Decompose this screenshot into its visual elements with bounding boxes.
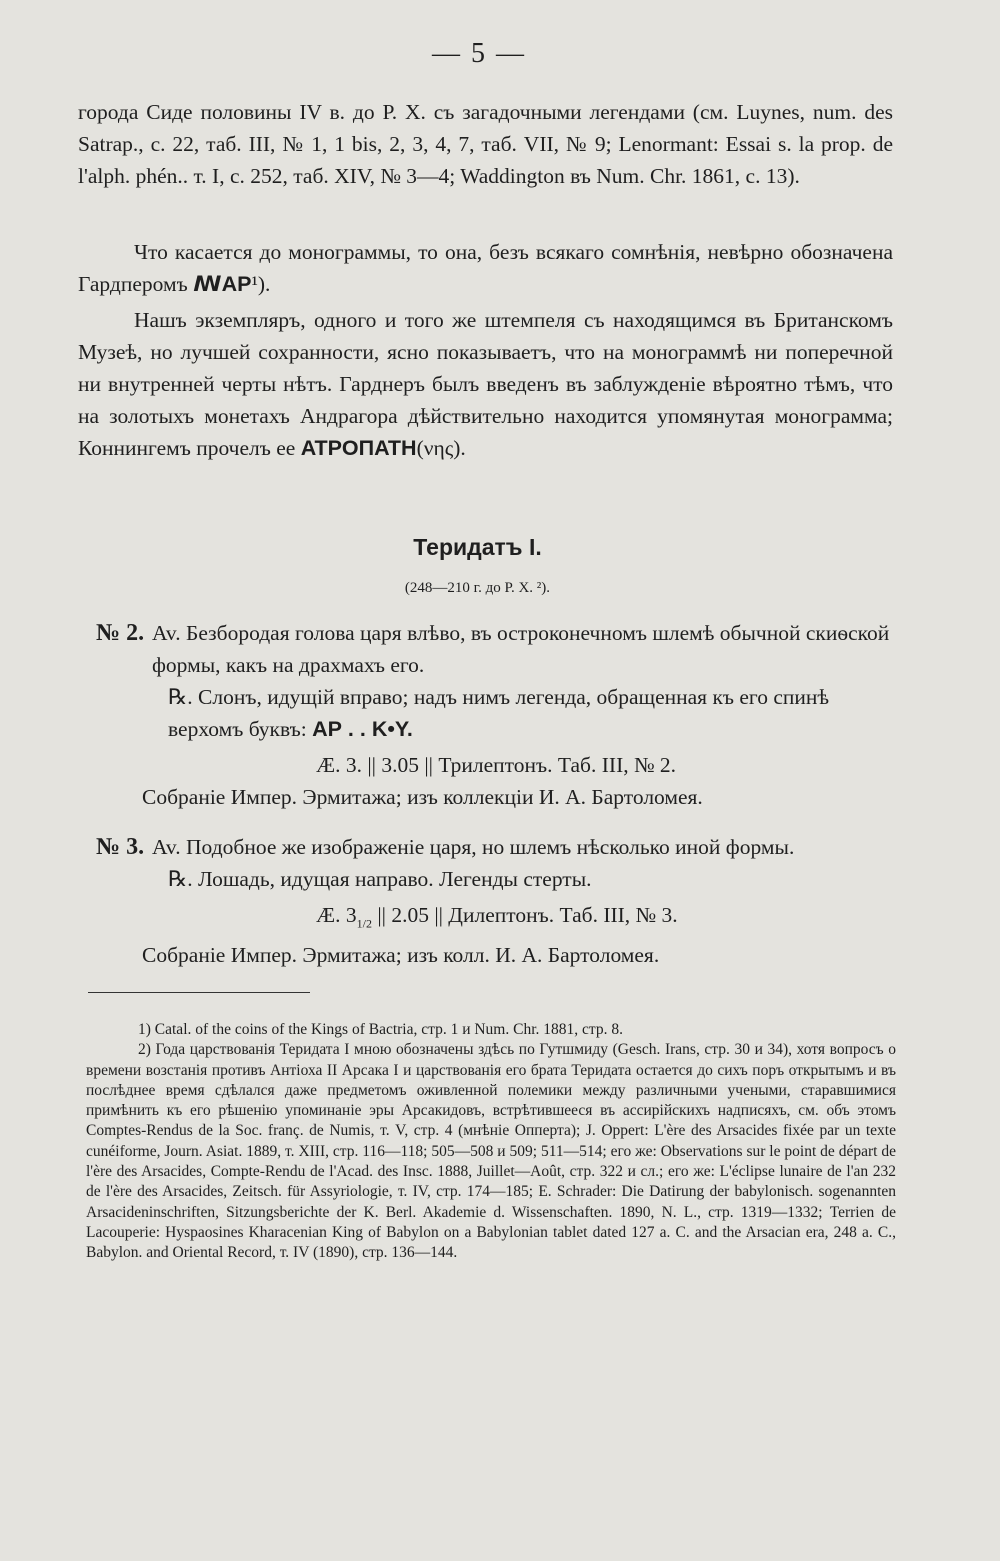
paragraph-3 bbox=[78, 304, 893, 464]
catalog-entry-2 bbox=[96, 617, 896, 813]
footnote-rule bbox=[88, 992, 310, 993]
section-heading: Теридатъ I. bbox=[413, 534, 542, 560]
entry-3-meta-b: || 2.05 || Дилептонъ. Таб. III, № 3. bbox=[371, 903, 678, 927]
entry-3-reverse: ℞. Лошадь, идущая направо. Легенды стерты. bbox=[168, 867, 592, 891]
entry-3-fraction: 1/2 bbox=[356, 916, 372, 931]
monogram: ꟿΑΡ bbox=[193, 272, 252, 296]
paragraph-1: города Сиде половины IV в. до Р. Х. съ загадочными легендами (см. Luynes, num. des Satrap., с. 22, таб. III, № 1, 1 bis, 2, 3, 4, 7, таб. VII, № 9; Lenormant: Essai s. la prop. de l'alph. phén.. т. I, с. 252, таб. XIV, № 3—4; Waddington въ Num. Chr. 1861, с. 13). bbox=[78, 100, 893, 188]
entry-2-obverse bbox=[96, 617, 896, 681]
paragraph-2-text: Что касается до монограммы, то она, безъ всякаго сомнѣнія, невѣрно обозначена Гардперомъ bbox=[78, 240, 893, 296]
entry-2-legend: ΑΡ . . Κ•Υ. bbox=[312, 717, 413, 741]
entry-3-obverse bbox=[96, 831, 896, 863]
section-dates: (248—210 г. до Р. Х. ²). bbox=[404, 580, 551, 596]
entry-3-meta bbox=[96, 899, 896, 939]
paragraph-2 bbox=[78, 236, 893, 300]
paragraph-2-note: ¹). bbox=[251, 272, 271, 296]
entry-2-collection: Собраніе Импер. Эрмитажа; изъ коллекціи И. А. Бартоломея. bbox=[142, 785, 703, 809]
entry-2-reverse bbox=[96, 681, 896, 745]
footnote-1: 1) Catal. of the coins of the Kings of Bactria, стр. 1 и Num. Chr. 1881, стр. 8. bbox=[138, 1021, 623, 1038]
entry-2-meta: Æ. 3. || 3.05 || Трилептонъ. Таб. III, № 2. bbox=[316, 753, 676, 777]
paragraph-3-end: (νης). bbox=[416, 436, 466, 460]
entry-3-meta-a: Æ. 3 bbox=[316, 903, 357, 927]
entry-3-number: № 3. bbox=[96, 834, 145, 860]
entry-3-collection: Собраніе Импер. Эрмитажа; изъ колл. И. А. Бартоломея. bbox=[142, 943, 660, 968]
footnote-2: 2) Года царствованія Теридата I мною обозначены здѣсь по Гутшмиду (Gesch. Irans, стр. 30 и 34), хотя вопросъ о времени возстанія противъ Антіоха II Арсака I и царствованія его брата Теридата остается до сихъ поръ открытымъ и въ послѣднее время сдѣлался даже предметомъ оживленной полемики между различными учеными, старавшимися примѣнить къ его рѣшенію упоминаніе эры Арсакидовъ, встрѣтившееся въ ассирійскихъ надписяхъ, см. объ этомъ Comptes-Rendus de la Soc. franç. de Numis, т. V, стр. 4 (мнѣніе Опперта); J. Oppert: L'ère des Arsacides fixée par un texte cunéiforme, Journ. Asiat. 1889, т. XIII, стр. 116—118; 505—508 и 509; 511—514; его же: Observations sur le point de départ de l'ère des Arsacides, Compte-Rendu de l'Acad. des Insc. 1888, Juillet—Août, стр. 322 и сл.; его же: L'éclipse lunaire de l'an 232 de l'ère des Arsacides, Zeitsch. für Assyriologie, т. IV, стр. 174—185; E. Schrader: Die Datirung der babylonisch. sogenannten Arsacideninschriften, Sitzungsberichte der K. Berl. Akademie d. Wissenschaften. 1890, N. L., стр. 1319—1332; Terrien de Lacouperie: Hyspaosines Kharacenian King of Babylon on a Babylonian tablet dated 127 a. C. and the Arsacian era, 248 a. C., Babylon. and Oriental Record, т. IV (1890), стр. 136—144. bbox=[86, 1041, 896, 1262]
entry-2-av: Av. Безбородая голова царя влѣво, въ остроконечномъ шлемѣ обычной скиѳской формы, какъ на драхмахъ его. bbox=[152, 621, 890, 677]
entry-2-number: № 2. bbox=[96, 620, 145, 646]
footnotes bbox=[86, 1020, 896, 1264]
page-number: — 5 — bbox=[432, 38, 526, 69]
entry-3-av: Av. Подобное же изображеніе царя, но шлемъ нѣсколько иной формы. bbox=[152, 835, 795, 859]
greek-legend: ΑΤΡΟΠΑΤΗ bbox=[300, 436, 417, 460]
entry-2-rev-text: ℞. Слонъ, идущій вправо; надъ нимъ легенда, обращенная къ его спинѣ верхомъ буквъ: bbox=[168, 685, 830, 741]
paragraph-3-text: Нашъ экземпляръ, одного и того же штемпеля съ находящимся въ Британскомъ Музеѣ, но лучшей сохранности, ясно показываетъ, что на монограммѣ ни поперечной ни внутренней черты нѣтъ. Гарднеръ былъ введенъ въ заблужденіе вѣроятно тѣмъ, что на золотыхъ монетахъ Андрагора дѣйствительно находится упомянутая монограмма; Коннингемъ прочелъ ее bbox=[78, 308, 893, 460]
catalog-entry-3 bbox=[96, 831, 896, 971]
